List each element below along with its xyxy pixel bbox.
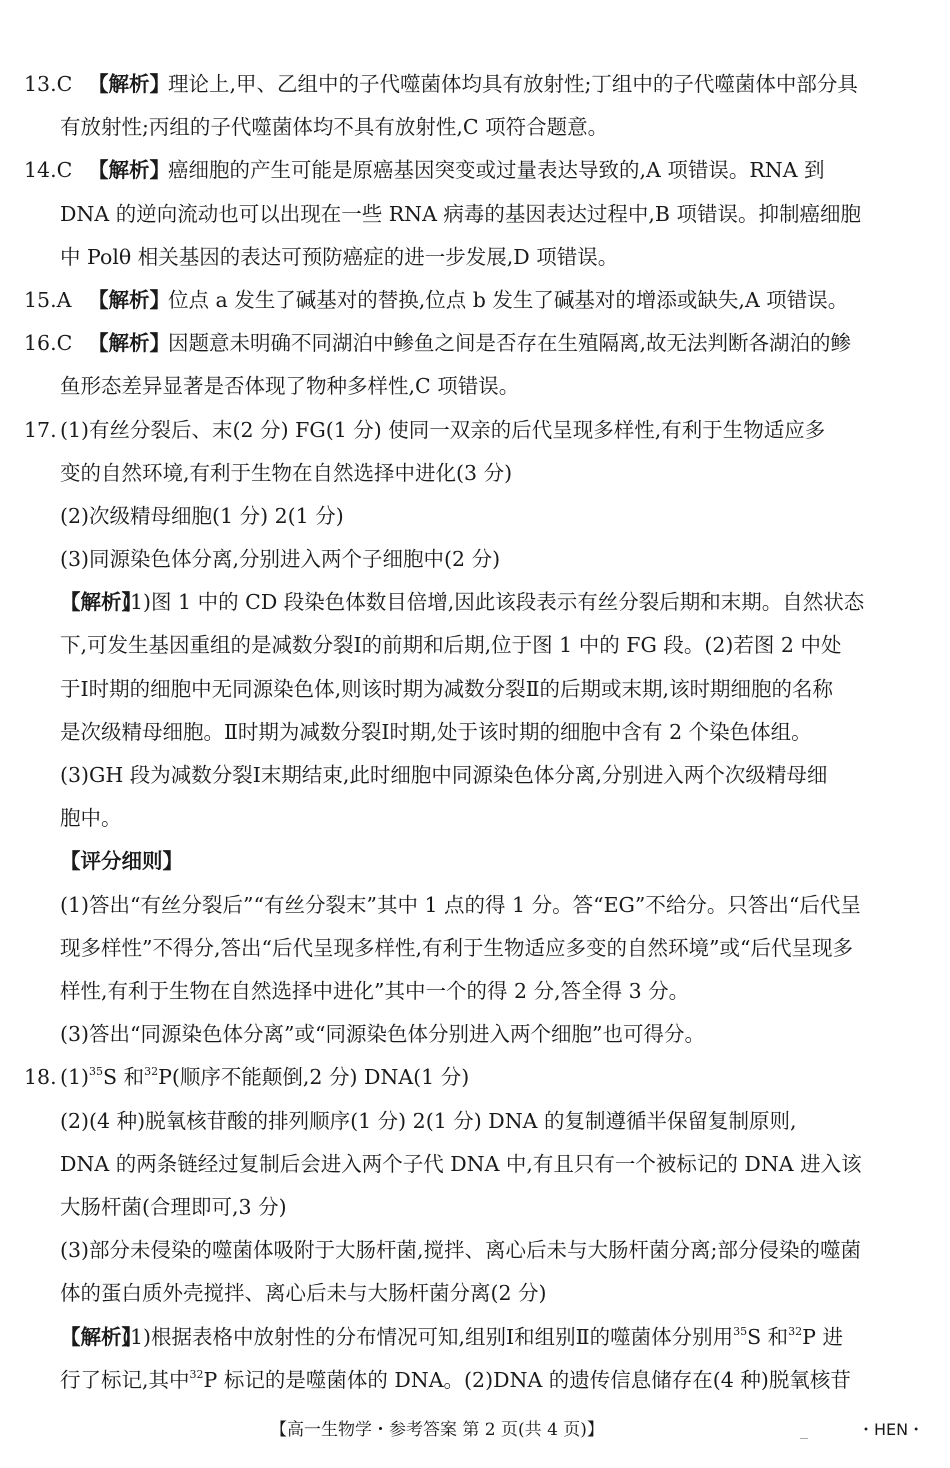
q18-line-2 [0,1100,950,1143]
q17-jiexi-text-2: 下,可发生基因重组的是减数分裂Ⅰ的前期和后期,位于图 1 中的 FG 段。(2)若图 2 中处 [60,633,842,657]
q14-text-cont-1: DNA 的逆向流动也可以出现在一些 RNA 病毒的基因表达过程中,B 项错误。抑制癌细胞 [60,202,861,226]
q18-line-1 [0,1056,950,1099]
q15-number: 15.A [24,288,72,312]
q17-pingfen-title-line [0,840,950,883]
q17-pingfen-line-1 [0,884,950,927]
q17-pingfen-line-3 [0,970,950,1013]
q18-jiexi-text-1b: S 和 [747,1325,789,1349]
q17-jiexi-text-1: (1)图 1 中的 CD 段染色体数目倍增,因此该段表示有丝分裂后期和末期。自然状态 [122,590,865,614]
footer-code: ・HEN・ [858,1420,925,1439]
q17-jiexi-text-5: (3)GH 段为减数分裂Ⅰ末期结束,此时细胞中同源染色体分离,分别进入两个次级精母细 [60,763,828,787]
q14-number: 14.C [24,158,73,182]
q18-jiexi-text-2b: P 标记的是噬菌体的 DNA。(2)DNA 的遗传信息储存在(4 种)脱氧核苷 [203,1368,851,1392]
q14-text-cont-2: 中 Polθ 相关基因的表达可预防癌症的进一步发展,D 项错误。 [60,245,619,269]
q13-text: 理论上,甲、乙组中的子代噬菌体均具有放射性;丁组中的子代噬菌体中部分具 [168,72,858,96]
q17-jiexi-label: 【解析】 [60,590,142,614]
q17-pingfen-line-2 [0,927,950,970]
mass-number-32: 32 [788,1325,803,1338]
q18-number: 18. [24,1065,57,1089]
q18-jiexi-line-2 [0,1359,950,1402]
q16-text-cont: 鱼形态差异显著是否体现了物种多样性,C 项错误。 [60,374,520,398]
q16-number: 16.C [24,331,73,355]
q14-line-1 [0,149,950,192]
q17-line-4 [0,538,950,581]
q18-answer-2: (2)(4 种)脱氧核苷酸的排列顺序(1 分) 2(1 分) DNA 的复制遵循半保留复制原则, [60,1109,797,1133]
q17-jiexi-line-4 [0,711,950,754]
q17-answer-1-cont: 变的自然环境,有利于生物在自然选择中进化(3 分) [60,461,513,485]
q18-answer-3: (3)部分未侵染的噬菌体吸附于大肠杆菌,搅拌、离心后未与大肠杆菌分离;部分侵染的噬菌 [60,1238,861,1262]
q17-pingfen-text-4: (3)答出“同源染色体分离”或“同源染色体分别进入两个细胞”也可得分。 [60,1022,705,1046]
mass-number-35: 35 [89,1065,104,1078]
q16-text: 因题意未明确不同湖泊中鲹鱼之间是否存在生殖隔离,故无法判断各湖泊的鲹 [168,331,852,355]
q18-answer-1 [60,1056,469,1099]
q16-jiexi-label: 【解析】 [88,331,170,355]
q17-answer-2: (2)次级精母细胞(1 分) 2(1 分) [60,504,344,528]
q18-line-5 [0,1229,950,1272]
q13-line-2 [0,106,950,149]
q18-jiexi-text-1a: (1)根据表格中放射性的分布情况可知,组别Ⅰ和组别Ⅱ的噬菌体分别用 [122,1325,734,1349]
q17-jiexi-line-5 [0,754,950,797]
q18-jiexi-text-2 [60,1359,851,1402]
q17-jiexi-line-3 [0,668,950,711]
q18-jiexi-label: 【解析】 [60,1325,142,1349]
q18-jiexi-text-1c: P 进 [802,1325,843,1349]
q15-text: 位点 a 发生了碱基对的替换,位点 b 发生了碱基对的增添或缺失,A 项错误。 [168,288,849,312]
q13-text-cont: 有放射性;丙组的子代噬菌体均不具有放射性,C 项符合题意。 [60,115,609,139]
q14-line-2 [0,193,950,236]
q15-jiexi-label: 【解析】 [88,288,170,312]
q17-answer-1: (1)有丝分裂后、末(2 分) FG(1 分) 使同一双亲的后代呈现多样性,有利于生物适应多 [60,418,826,442]
q17-jiexi-text-4: 是次级精母细胞。Ⅱ时期为减数分裂Ⅰ时期,处于该时期的细胞中含有 2 个染色体组。 [60,720,812,744]
q15-line-1 [0,279,950,322]
q16-line-2 [0,365,950,408]
q17-jiexi-line-1 [0,581,950,624]
q17-line-3 [0,495,950,538]
mass-number-35: 35 [733,1325,748,1338]
q18-jiexi-text-1 [122,1316,843,1359]
q14-jiexi-label: 【解析】 [88,158,170,182]
q18-answer-1-prefix: (1) [60,1065,90,1089]
q18-answer-1-rest: P(顺序不能颠倒,2 分) DNA(1 分) [158,1065,470,1089]
q18-jiexi-line-1 [0,1316,950,1359]
q17-pingfen-text-2: 现多样性”不得分,答出“后代呈现多样性,有利于生物适应多变的自然环境”或“后代呈现多 [60,936,853,960]
q18-line-3 [0,1143,950,1186]
q17-number: 17. [24,418,57,442]
q13-line-1 [0,63,950,106]
q17-jiexi-line-2 [0,624,950,667]
page-footer [0,1410,950,1450]
q17-line-2 [0,452,950,495]
q17-answer-3: (3)同源染色体分离,分别进入两个子细胞中(2 分) [60,547,501,571]
q17-jiexi-text-3: 于Ⅰ时期的细胞中无同源染色体,则该时期为减数分裂Ⅱ的后期或末期,该时期细胞的名称 [60,677,834,701]
mass-number-32: 32 [144,1065,159,1078]
q17-jiexi-line-6 [0,797,950,840]
q14-text: 癌细胞的产生可能是原癌基因突变或过量表达导致的,A 项错误。RNA 到 [168,158,825,182]
footer-page-info: 【高一生物学・参考答案 第 2 页(共 4 页)】 [270,1420,604,1440]
q17-pingfen-text-3: 样性,有利于生物在自然选择中进化”其中一个的得 2 分,答全得 3 分。 [60,979,690,1003]
q18-jiexi-text-2a: 行了标记,其中 [60,1368,190,1392]
q17-line-1 [0,409,950,452]
q18-answer-2-cont-2: 大肠杆菌(合理即可,3 分) [60,1195,287,1219]
footer-mark [800,1438,808,1439]
q17-pingfen-text-1: (1)答出“有丝分裂后”“有丝分裂末”其中 1 点的得 1 分。答“EG”不给分。只答出“后代呈 [60,893,861,917]
q18-line-4 [0,1186,950,1229]
q18-answer-3-cont: 体的蛋白质外壳搅拌、离心后未与大肠杆菌分离(2 分) [60,1281,547,1305]
q17-pingfen-line-4 [0,1013,950,1056]
q17-jiexi-text-6: 胞中。 [60,806,122,830]
q17-pingfen-title: 【评分细则】 [60,849,183,873]
q16-line-1 [0,322,950,365]
q18-answer-1-s-and: S 和 [103,1065,145,1089]
q13-jiexi-label: 【解析】 [88,72,170,96]
q18-answer-2-cont-1: DNA 的两条链经过复制后会进入两个子代 DNA 中,有且只有一个被标记的 DNA 进入该 [60,1152,862,1176]
q14-line-3 [0,236,950,279]
mass-number-32: 32 [189,1368,204,1381]
q18-line-6 [0,1272,950,1315]
q13-number: 13.C [24,72,73,96]
